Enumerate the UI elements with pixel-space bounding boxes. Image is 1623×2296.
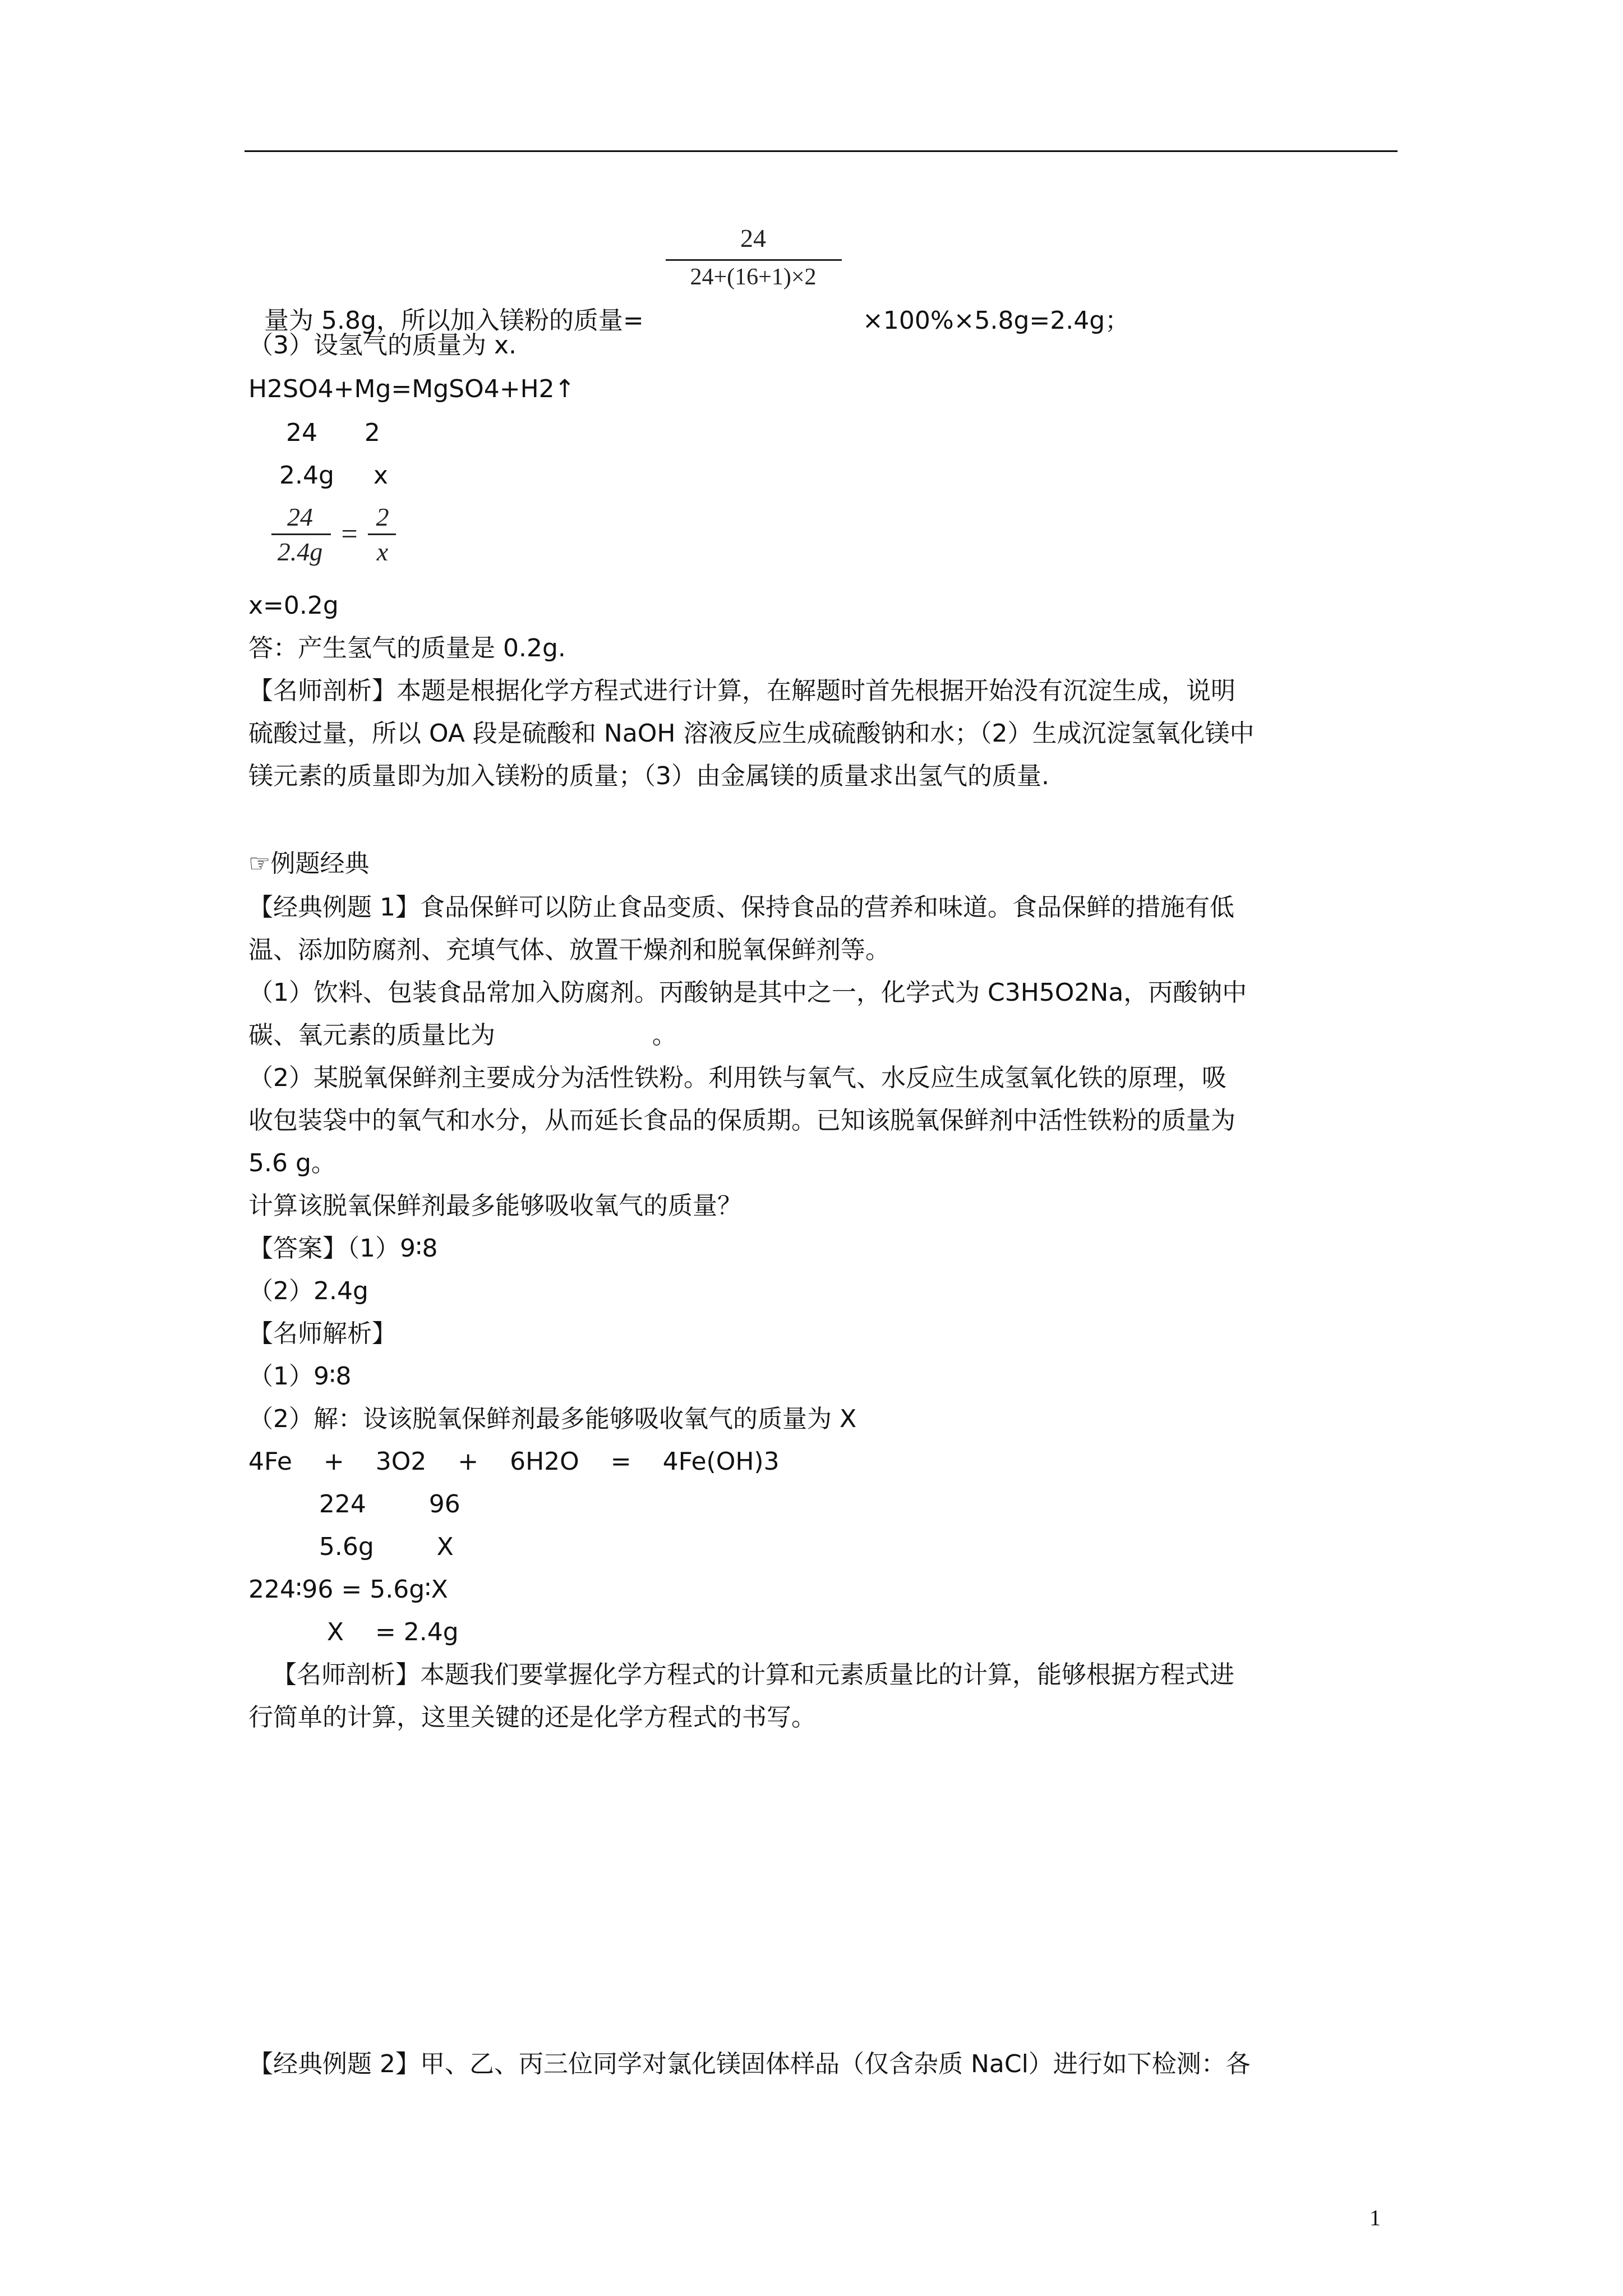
text-line: 收包装袋中的氧气和水分，从而延长食品的保质期。已知该脱氧保鲜剂中活性铁粉的质量为 — [248, 1106, 1235, 1135]
fraction-proportion — [269, 502, 404, 575]
fraction-denominator: 24+(16+1)×2 — [690, 264, 817, 290]
analysis-line: 硫酸过量，所以 OA 段是硫酸和 NaOH 溶液反应生成硫酸钠和水；（2）生成沉淀氢氧化镁中 — [248, 719, 1255, 748]
fraction-numerator: 24 — [740, 224, 766, 252]
text-line: 【名师解析】 — [248, 1319, 396, 1348]
analysis-line: 【名师剖析】本题我们要掌握化学方程式的计算和元素质量比的计算，能够根据方程式进 — [248, 1660, 1234, 1689]
text-line: （2）某脱氧保鲜剂主要成分为活性铁粉。利用铁与氧气、水反应生成氢氧化铁的原理，吸 — [248, 1064, 1227, 1092]
section-heading: ☞例题经典 — [248, 849, 370, 878]
fraction-bar — [368, 533, 396, 535]
answer-line: （2）2.4g — [248, 1277, 368, 1305]
text-line: （1）9∶8 — [248, 1362, 352, 1391]
fraction-bar — [271, 533, 331, 535]
text-line: 碳、氧元素的质量比为 。 — [248, 1021, 677, 1050]
text-line: 计算该脱氧保鲜剂最多能够吸收氧气的质量？ — [248, 1191, 742, 1220]
equation-line: 2.4g x — [279, 461, 388, 490]
text-line: 温、添加防腐剂、充填气体、放置干燥剂和脱氧保鲜剂等。 — [248, 936, 890, 964]
equation-line: X = 2.4g — [248, 1618, 459, 1646]
equation-line: 224 96 — [248, 1490, 460, 1519]
fraction-denominator: x — [376, 537, 389, 566]
text-segment: 量为 5.8g，所以加入镁粉的质量= — [264, 306, 644, 335]
analysis-line: 镁元素的质量即为加入镁粉的质量；（3）由金属镁的质量求出氢气的质量. — [248, 762, 1049, 790]
text-line: 【经典例题 1】食品保鲜可以防止食品变质、保持食品的营养和味道。食品保鲜的措施有低 — [248, 893, 1234, 922]
text-line: （3）设氢气的质量为 x. — [248, 331, 517, 360]
text-segment: ×100%×5.8g=2.4g； — [862, 306, 1130, 335]
fraction-numerator: 24 — [287, 503, 313, 531]
equation-line: 4Fe + 3O2 + 6H2O = 4Fe(OH)3 — [248, 1447, 780, 1476]
text-line — [248, 274, 644, 337]
analysis-line: 行简单的计算，这里关键的还是化学方程式的书写。 — [248, 1703, 816, 1732]
fraction-mass-ratio — [663, 223, 843, 296]
text-line: 答：产生氢气的质量是 0.2g. — [248, 634, 566, 662]
text-line: 5.6 g。 — [248, 1149, 336, 1177]
fraction-denominator: 2.4g — [277, 537, 323, 566]
analysis-line: 【名师剖析】本题是根据化学方程式进行计算，在解题时首先根据开始没有沉淀生成，说明 — [248, 677, 1235, 705]
equation-line: 224∶96 = 5.6g∶X — [248, 1575, 448, 1604]
fraction-numerator: 2 — [376, 503, 389, 531]
text-line: （1）饮料、包装食品常加入防腐剂。丙酸钠是其中之一，化学式为 C3H5O2Na，丙酸钠中 — [248, 978, 1247, 1007]
equals-sign: = — [341, 518, 358, 550]
equation-line: 24 2 — [286, 418, 380, 447]
fraction-bar — [666, 259, 842, 261]
equation-line: H2SO4+Mg=MgSO4+H2↑ — [248, 375, 575, 403]
page-number: 1 — [1370, 2205, 1381, 2230]
text-line: 【经典例题 2】甲、乙、丙三位同学对氯化镁固体样品（仅含杂质 NaCl）进行如下检测：各 — [248, 2050, 1251, 2078]
text-line: （2）解：设该脱氧保鲜剂最多能够吸收氧气的质量为 X — [248, 1405, 857, 1433]
equation-line: 5.6g X — [248, 1533, 454, 1561]
answer-line: 【答案】（1）9∶8 — [248, 1234, 438, 1263]
text-line: x=0.2g — [248, 591, 339, 620]
header-rule — [245, 150, 1398, 152]
text-line — [847, 274, 1129, 337]
